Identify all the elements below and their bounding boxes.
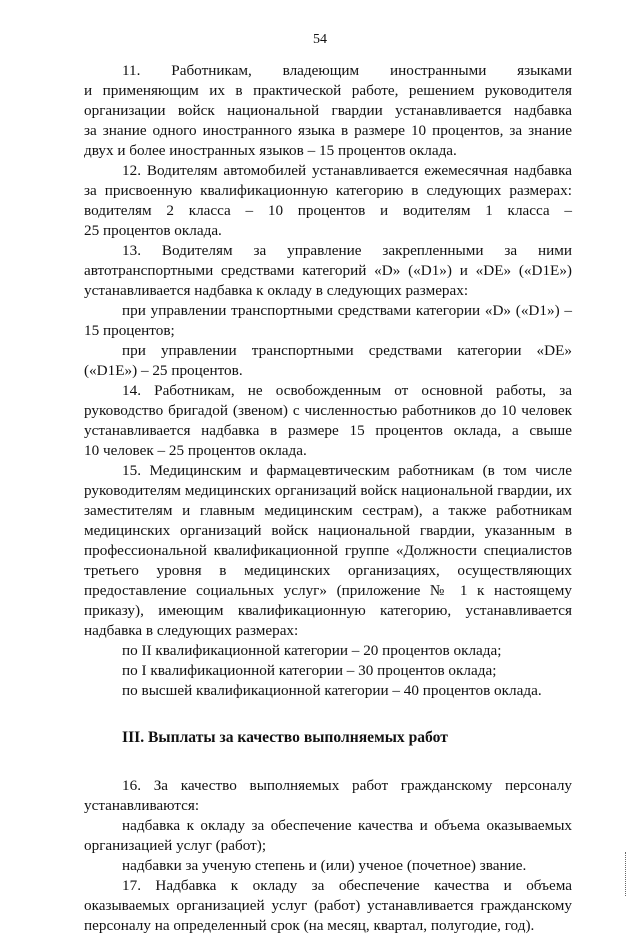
text-line: водителям 2 класса – 10 процентов и водителям 1 класса – <box>84 202 572 219</box>
list-item: по II квалификационной категории – 20 процентов оклада; <box>122 642 502 659</box>
section-heading: III. Выплаты за качество выполняемых работ <box>122 729 448 746</box>
text-line: профессиональной квалификационной группе «Должности специалистов <box>84 542 572 559</box>
text-line: третьего уровня в медицинских организациях, осуществляющих <box>84 562 572 579</box>
paragraph-14 <box>84 381 572 461</box>
paragraph-15-list <box>84 641 572 701</box>
text-line: 15 процентов; <box>84 322 175 339</box>
text-line: («D1E») – 25 процентов. <box>84 362 243 379</box>
text-line: организацией услуг (работ); <box>84 837 267 854</box>
paragraph-13-item-2 <box>84 341 572 381</box>
paragraph-16 <box>84 776 572 816</box>
text-line: организации войск национальной гвардии устанавливается надбавка <box>84 102 572 119</box>
text-line: за присвоенную квалификационную категорию в следующих размерах: <box>84 182 572 199</box>
text-line: руководство бригадой (звеном) с численностью работников до 10 человек <box>84 402 572 419</box>
text-line: 11. Работникам, владеющим иностранными языками <box>122 62 572 79</box>
text-line: 17. Надбавка к окладу за обеспечение качества и объема <box>122 877 572 894</box>
text-line: 12. Водителям автомобилей устанавливается ежемесячная надбавка <box>122 162 572 179</box>
text-line: заместителям и главным медицинским сестрам), а также работникам <box>84 502 572 519</box>
text-line: за знание одного иностранного языка в размере 10 процентов, за знание <box>84 122 572 139</box>
list-item: по высшей квалификационной категории – 40 процентов оклада. <box>122 682 542 699</box>
text-line: 25 процентов оклада. <box>84 222 222 239</box>
text-line: надбавка к окладу за обеспечение качества и объема оказываемых <box>122 817 572 834</box>
text-line: устанавливаются: <box>84 797 200 814</box>
paragraph-12 <box>84 161 572 241</box>
scan-edge-mark <box>625 852 632 896</box>
text-line: 13. Водителям за управление закрепленными за ними <box>122 242 572 259</box>
text-line: устанавливается надбавка к окладу в следующих размерах: <box>84 282 469 299</box>
text-line: устанавливается надбавка в размере 15 процентов оклада, а свыше <box>84 422 572 439</box>
text-line: при управлении транспортными средствами категории «D» («D1») – <box>122 302 572 319</box>
paragraph-16-item-2 <box>84 856 572 876</box>
text-line: надбавка в следующих размерах: <box>84 622 299 639</box>
text-line: медицинских организаций войск национальной гвардии, указанным в <box>84 522 572 539</box>
document-body <box>84 61 572 936</box>
text-line: надбавки за ученую степень и (или) ученое (почетное) звание. <box>122 857 527 874</box>
text-line: при управлении транспортными средствами категории «DE» <box>122 342 572 359</box>
text-line: 14. Работникам, не освобожденным от основной работы, за <box>122 382 572 399</box>
paragraph-13 <box>84 241 572 301</box>
list-item: по I квалификационной категории – 30 процентов оклада; <box>122 662 497 679</box>
paragraph-13-item-1 <box>84 301 572 341</box>
paragraph-11 <box>84 61 572 161</box>
text-line: 16. За качество выполняемых работ гражданскому персоналу <box>122 777 572 794</box>
text-line: 10 человек – 25 процентов оклада. <box>84 442 307 459</box>
text-line: оказываемых организацией услуг (работ) устанавливается гражданскому <box>84 897 572 914</box>
text-line: приказу), имеющим квалификационную категорию, устанавливается <box>84 602 572 619</box>
text-line: и применяющим их в практической работе, решением руководителя <box>84 82 572 99</box>
paragraph-16-item-1 <box>84 816 572 856</box>
paragraph-15 <box>84 461 572 641</box>
text-line: персоналу на определенный срок (на месяц, квартал, полугодие, год). <box>84 917 535 934</box>
page-number: 54 <box>313 32 327 47</box>
text-line: автотранспортными средствами категорий «D» («D1») и «DE» («D1E») <box>84 262 572 279</box>
paragraph-17 <box>84 876 572 936</box>
text-line: руководителям медицинских организаций войск национальной гвардии, их <box>84 482 572 499</box>
text-line: предоставление социальных услуг» (приложение № 1 к настоящему <box>84 582 572 599</box>
text-line: двух и более иностранных языков – 15 процентов оклада. <box>84 142 457 159</box>
text-line: 15. Медицинским и фармацевтическим работникам (в том числе <box>122 462 572 479</box>
